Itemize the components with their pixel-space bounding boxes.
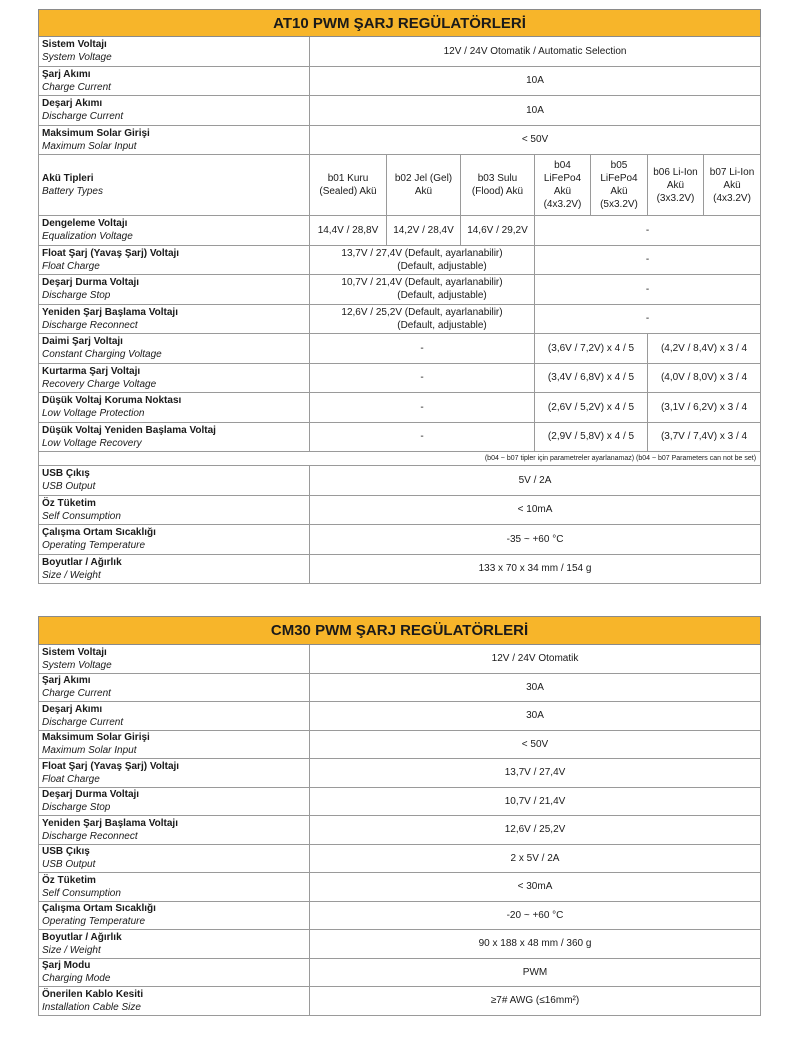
lifepo-value: (2,9V / 5,8V) x 4 / 5 [535,422,648,452]
liion-value: (4,2V / 8,4V) x 3 / 4 [648,334,761,364]
row-label-en: Charging Mode [42,973,111,985]
row-label-tr: Boyutlar / Ağırlık [42,556,122,568]
table-row [39,422,761,452]
row-label-tr: Düşük Voltaj Koruma Noktası [42,395,182,407]
row-label-en: USB Output [42,859,96,871]
lead-value: - [310,422,535,452]
lifepo-value: (3,4V / 6,8V) x 4 / 5 [535,363,648,393]
equalization-rest: - [535,216,761,246]
battery-type-b02: b02 Jel (Gel) Akü [387,155,461,216]
row-label-tr: Öz Tüketim [42,874,96,886]
table-row [39,37,761,67]
row-value: 90 x 188 x 48 mm / 360 g [310,930,761,959]
row-label-tr: Maksimum Solar Girişi [42,732,150,744]
at10-title: AT10 PWM ŞARJ REGÜLATÖRLERİ [39,10,761,37]
row-label-tr: Float Şarj (Yavaş Şarj) Voltajı [42,247,180,259]
row-value: 13,7V / 27,4V [310,759,761,788]
row-label-en: Operating Temperature [42,916,146,928]
lifepo-value: (2,6V / 5,2V) x 4 / 5 [535,393,648,423]
row-label-en: Size / Weight [42,944,101,956]
table-row [39,930,761,959]
row-label-tr: Çalışma Ortam Sıcaklığı [42,527,156,539]
table-row [39,393,761,423]
cm30-title: CM30 PWM ŞARJ REGÜLATÖRLERİ [39,617,761,645]
lead-value-line1: 12,6V / 25,2V (Default, ayarlanabilir) [341,306,503,318]
table-row [39,816,761,845]
battery-types-row [39,155,761,216]
table-row [39,466,761,496]
row-label-tr: Akü Tipleri [42,173,94,184]
battery-type-b03: b03 Sulu (Flood) Akü [461,155,535,216]
row-label-en: Discharge Reconnect [42,830,138,842]
battery-type-b01: b01 Kuru (Sealed) Akü [310,155,387,216]
row-value: PWM [310,958,761,987]
table-row [39,554,761,584]
row-label-tr: Sistem Voltajı [42,39,107,51]
battery-type-b06: b06 Li-Ion Akü (3x3.2V) [648,155,704,216]
row-label-en: Discharge Current [42,716,124,728]
at10-spec-table [38,9,761,584]
table-row [39,730,761,759]
row-label-en: Maximum Solar Input [42,140,137,152]
row-label-en: Float Charge [42,260,100,272]
row-label-tr: Şarj Akımı [42,675,91,687]
row-value: 133 x 70 x 34 mm / 154 g [310,554,761,584]
battery-type-b07: b07 Li-Ion Akü (4x3.2V) [704,155,761,216]
table-row [39,96,761,126]
liion-value: (3,1V / 6,2V) x 3 / 4 [648,393,761,423]
row-label-en: Charge Current [42,81,111,93]
row-label-en: Constant Charging Voltage [42,349,162,361]
table-row [39,844,761,873]
row-label-tr: Kurtarma Şarj Voltajı [42,365,141,377]
table-row [39,66,761,96]
row-label-en: Installation Cable Size [42,1001,141,1013]
row-value: 30A [310,673,761,702]
row-value: 10,7V / 21,4V [310,787,761,816]
table-row [39,275,761,305]
row-label-en: Battery Types [42,186,103,197]
row-label-en: Low Voltage Recovery [42,437,142,449]
liion-value: (4,0V / 8,0V) x 3 / 4 [648,363,761,393]
row-label-en: Operating Temperature [42,540,146,552]
lead-value-line2: (Default, adjustable) [397,290,487,302]
note-row [39,452,761,466]
row-label-tr: Düşük Voltaj Yeniden Başlama Voltaj [42,424,216,436]
row-label-en: System Voltage [42,659,112,671]
row-label-tr: Dengeleme Voltajı [42,218,128,230]
row-value: 10A [310,96,761,126]
row-label-en: Low Voltage Protection [42,408,145,420]
row-label-en: Size / Weight [42,569,101,581]
equalization-b03: 14,6V / 29,2V [461,216,535,246]
row-label-tr: Yeniden Şarj Başlama Voltajı [42,306,178,318]
row-label-en: Discharge Stop [42,802,111,814]
row-label-en: System Voltage [42,52,112,64]
battery-type-b04: b04 LiFePo4 Akü (4x3.2V) [535,155,591,216]
row-value: 12,6V / 25,2V [310,816,761,845]
row-label-tr: Şarj Akımı [42,68,91,80]
row-value: < 10mA [310,495,761,525]
row-label-en: USB Output [42,481,96,493]
row-label-tr: Öz Tüketim [42,497,96,509]
table-row [39,702,761,731]
equalization-b02: 14,2V / 28,4V [387,216,461,246]
row-value: -35 ~ +60 °C [310,525,761,555]
table-row [39,304,761,334]
row-label-en: Charge Current [42,688,111,700]
row-label-en: Equalization Voltage [42,231,133,243]
row-label-en: Discharge Current [42,111,124,123]
table-row [39,245,761,275]
equalization-row [39,216,761,246]
row-label-tr: Şarj Modu [42,960,91,972]
lead-value: - [310,363,535,393]
row-label-en: Discharge Reconnect [42,319,138,331]
lithium-value: - [535,275,761,305]
parameters-note: (b04 ~ b07 tipler için parametreler ayarlanamaz) (b04 ~ b07 Parameters can not be set) [39,452,761,466]
row-label-tr: Maksimum Solar Girişi [42,127,150,139]
row-value: ≥7# AWG (≤16mm²) [310,987,761,1016]
table-row [39,787,761,816]
row-label-tr: USB Çıkış [42,846,90,858]
table-row [39,987,761,1016]
row-label-tr: Deşarj Durma Voltajı [42,277,140,289]
row-label-tr: Sistem Voltajı [42,646,107,658]
table-row [39,125,761,155]
row-value: 30A [310,702,761,731]
row-value: < 50V [310,125,761,155]
table-row [39,645,761,674]
equalization-b01: 14,4V / 28,8V [310,216,387,246]
row-label-tr: Daimi Şarj Voltajı [42,336,123,348]
table-row [39,495,761,525]
lead-value: - [310,334,535,364]
row-label-tr: USB Çıkış [42,468,90,480]
lifepo-value: (3,6V / 7,2V) x 4 / 5 [535,334,648,364]
lead-value-line2: (Default, adjustable) [397,319,487,331]
row-label-en: Recovery Charge Voltage [42,378,157,390]
row-label-tr: Yeniden Şarj Başlama Voltajı [42,817,178,829]
row-label-en: Float Charge [42,773,100,785]
table-row [39,873,761,902]
row-value: < 30mA [310,873,761,902]
lithium-value: - [535,245,761,275]
row-label-en: Self Consumption [42,887,121,899]
row-label-tr: Deşarj Akımı [42,703,103,715]
lead-value-line1: 13,7V / 27,4V (Default, ayarlanabilir) [341,247,503,259]
row-label-tr: Çalışma Ortam Sıcaklığı [42,903,156,915]
row-value: 5V / 2A [310,466,761,496]
table-row [39,525,761,555]
row-label-tr: Boyutlar / Ağırlık [42,931,122,943]
battery-type-b05: b05 LiFePo4 Akü (5x3.2V) [591,155,648,216]
liion-value: (3,7V / 7,4V) x 3 / 4 [648,422,761,452]
row-label-tr: Önerilen Kablo Kesiti [42,988,144,1000]
row-label-tr: Deşarj Akımı [42,98,103,110]
cm30-spec-table [38,616,761,1016]
row-value: -20 ~ +60 °C [310,901,761,930]
lithium-value: - [535,304,761,334]
lead-value-line1: 10,7V / 21,4V (Default, ayarlanabilir) [341,277,503,289]
row-label-tr: Float Şarj (Yavaş Şarj) Voltajı [42,760,180,772]
lead-value: - [310,393,535,423]
row-value: < 50V [310,730,761,759]
row-label-en: Discharge Stop [42,290,111,302]
row-value: 12V / 24V Otomatik / Automatic Selection [310,37,761,67]
table-row [39,759,761,788]
row-value: 2 x 5V / 2A [310,844,761,873]
row-label-en: Self Consumption [42,510,121,522]
table-row [39,334,761,364]
row-value: 10A [310,66,761,96]
table-row [39,673,761,702]
lead-value-line2: (Default, adjustable) [397,260,487,272]
row-label-en: Maximum Solar Input [42,745,137,757]
table-row [39,958,761,987]
table-row [39,363,761,393]
table-row [39,901,761,930]
row-label-tr: Deşarj Durma Voltajı [42,789,140,801]
row-value: 12V / 24V Otomatik [310,645,761,674]
